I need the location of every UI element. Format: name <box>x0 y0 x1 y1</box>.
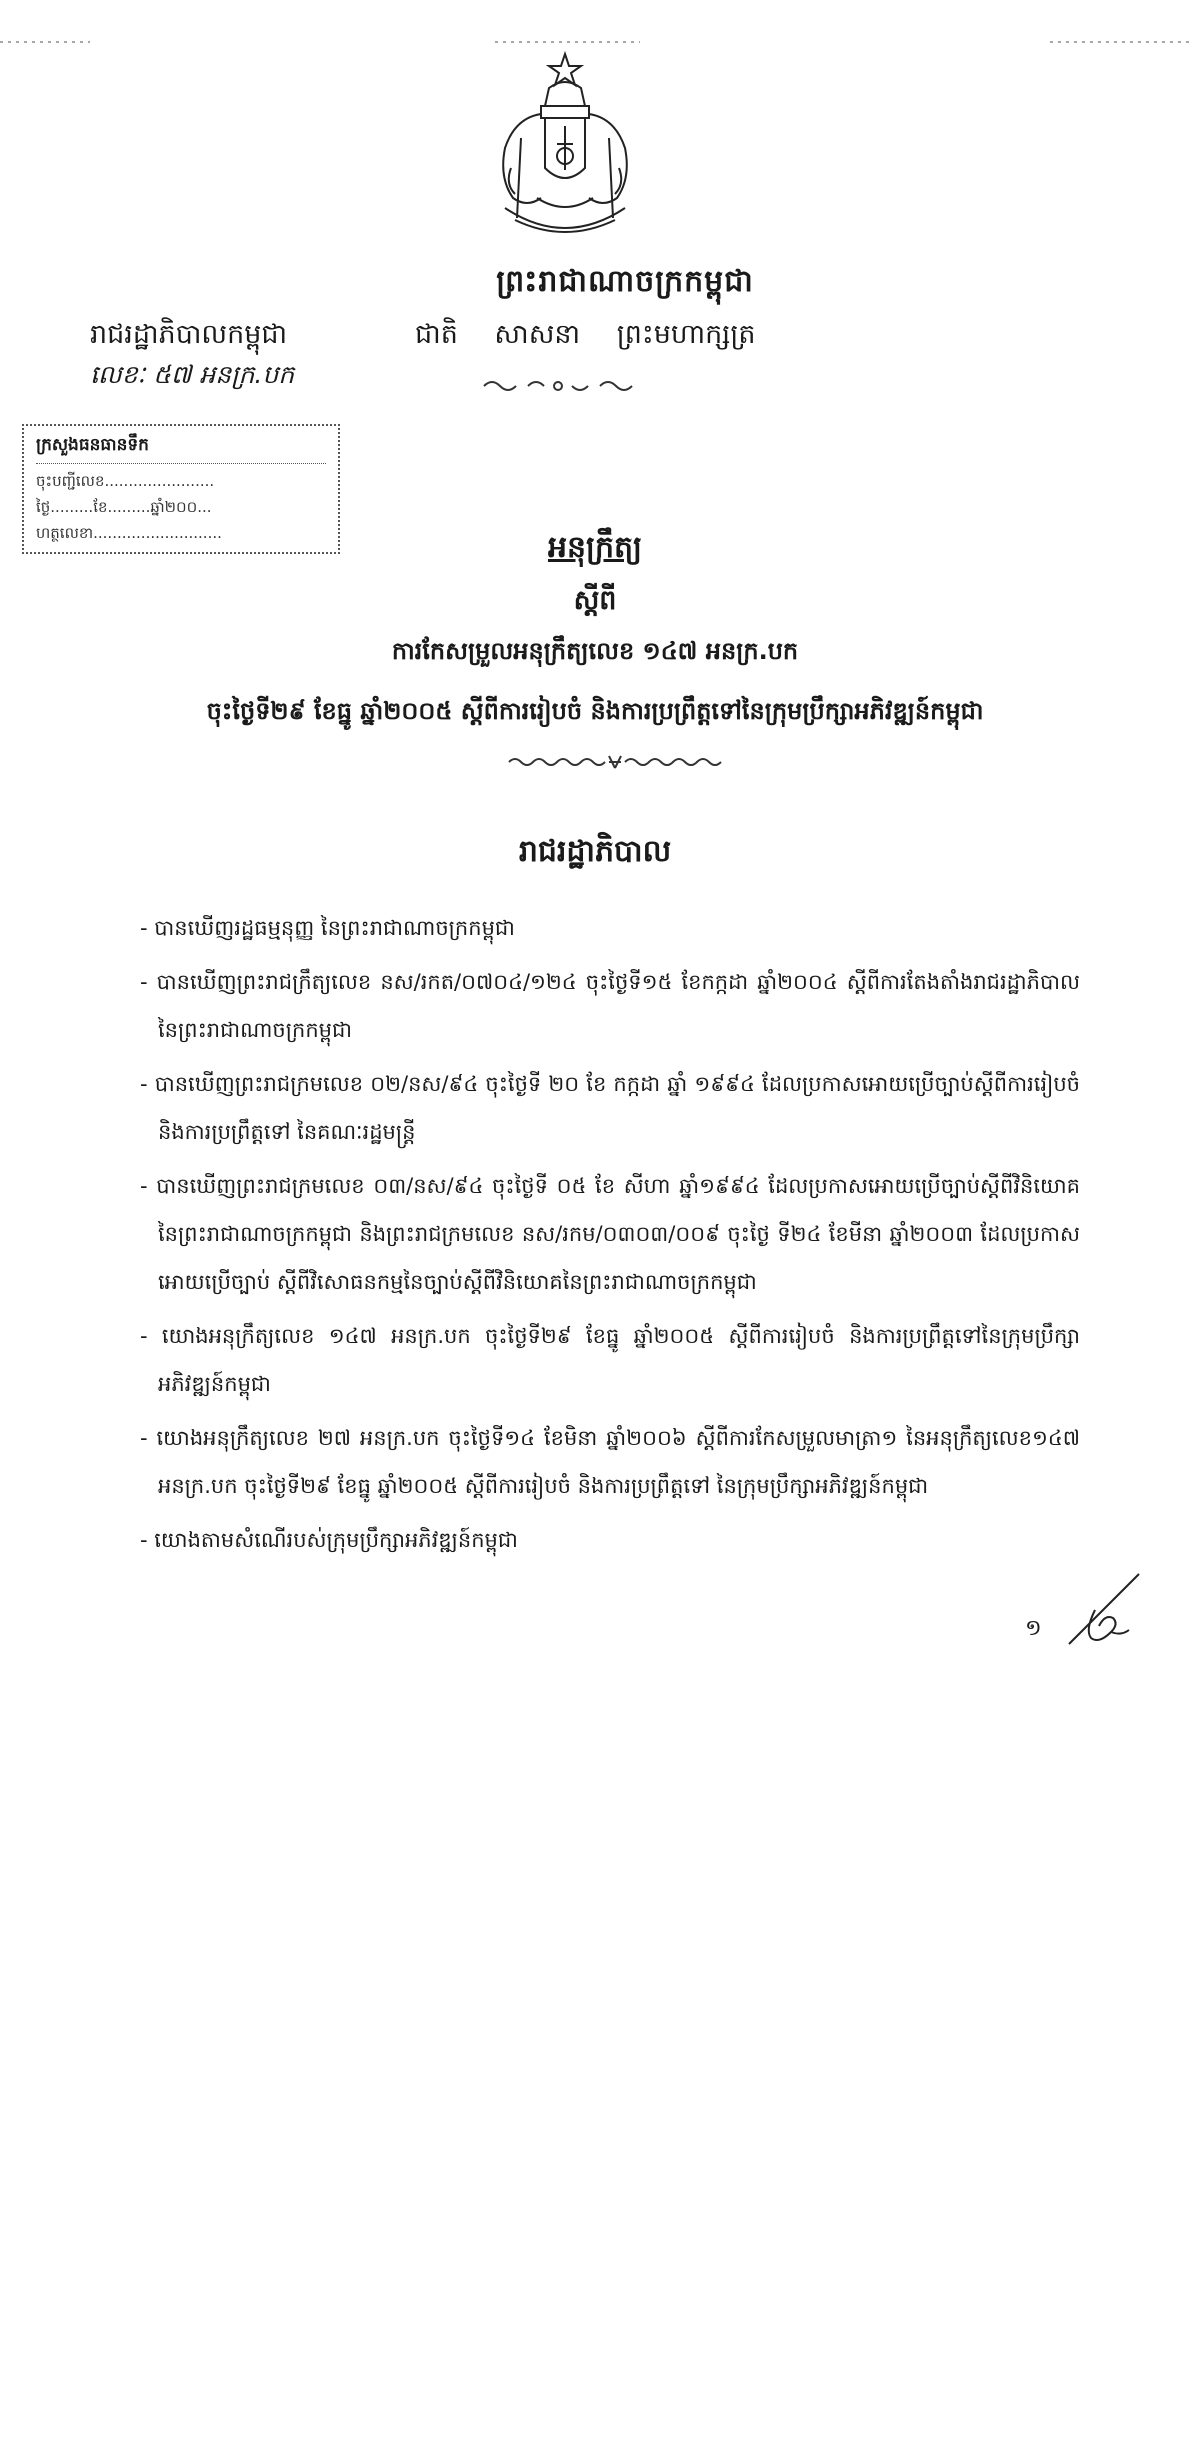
kingdom-title: ព្រះរាជាណាចក្រកម្ពុជា <box>496 264 754 299</box>
stamp-line: ហត្ថលេខា........................... <box>36 524 222 542</box>
royal-coat-of-arms-icon <box>485 48 645 248</box>
subject-ornament-icon <box>505 754 725 770</box>
recitals-list <box>140 904 1080 1570</box>
document-number: លេខៈ ៥៧ អនក្រ.បក <box>90 360 295 389</box>
document-about-label: ស្ដីពី <box>573 585 617 616</box>
national-motto: ជាតិ សាសនា ព្រះមហាក្សត្រ <box>415 319 756 350</box>
list-item: - យោងអនុក្រឹត្យលេខ ១៤៧ អនក្រ.បក ចុះថ្ងៃទី២៩ ខែធ្នូ ឆ្នាំ២០០៥ ស្ដីពីការរៀបចំ និងការប្រព្រឹត្តទៅនៃក្រុមប្រឹក្សាអភិវឌ្ឍន៍កម្ពុជា <box>140 1312 1080 1408</box>
registration-stamp <box>22 424 340 554</box>
stamp-line: ថ្ងៃ.........ខែ.........ឆ្នាំ២០០... <box>36 498 212 516</box>
list-item: - បានឃើញព្រះរាជក្រមលេខ ០២/នស/៩៤ ចុះថ្ងៃទី ២០ ខែ កក្កដា ឆ្នាំ ១៩៩៤ ដែលប្រកាសអោយប្រើច្បាប់ស្ដីពីការរៀបចំ និងការប្រព្រឹត្តទៅ នៃគណៈរដ្ឋមន្ត្រី <box>140 1060 1080 1156</box>
list-item: - បានឃើញព្រះរាជក្រមលេខ ០៣/នស/៩៤ ចុះថ្ងៃទី ០៥ ខែ សីហា ឆ្នាំ១៩៩៤ ដែលប្រកាសអោយប្រើច្បាប់ស្ដីពីវិនិយោគ នៃព្រះរាជាណាចក្រកម្ពុជា និងព្រះរាជក្រមលេខ នស/រកម/០៣០៣/០០៩ ចុះថ្ងៃ ទី២៤ ខែមីនា ឆ្នាំ២០០៣ ដែលប្រកាសអោយប្រើច្បាប់ ស្ដីពីវិសោធនកម្មនៃច្បាប់ស្ដីពីវិនិយោគនៃព្រះរាជាណាចក្រកម្ពុជា <box>140 1162 1080 1306</box>
page-number: ១ <box>1025 1616 1042 1641</box>
stamp-line: ចុះបញ្ជីលេខ....................... <box>36 472 215 490</box>
list-item: - យោងតាមសំណើរបស់ក្រុមប្រឹក្សាអភិវឌ្ឍន៍កម្ពុជា <box>140 1516 1080 1564</box>
subject-line-1: ការកែសម្រួលអនុក្រឹត្យលេខ ១៤៧ អនក្រ.បក <box>391 637 799 665</box>
motto-ornament-icon <box>478 376 638 396</box>
list-item: - យោងអនុក្រឹត្យលេខ ២៧ អនក្រ.បក ចុះថ្ងៃទី១៤ ខែមិនា ឆ្នាំ២០០៦ ស្ដីពីការកែសម្រួលមាត្រា១ នៃអនុក្រឹត្យលេខ១៤៧ អនក្រ.បក ចុះថ្ងៃទី២៩ ខែធ្នូ ឆ្នាំ២០០៥ ស្ដីពីការរៀបចំ និងការប្រព្រឹត្តទៅ នៃក្រុមប្រឹក្សាអភិវឌ្ឍន៍កម្ពុជា <box>140 1414 1080 1510</box>
issuing-authority-heading: រាជរដ្ឋាភិបាល <box>518 834 672 869</box>
list-item: - បានឃើញព្រះរាជក្រឹត្យលេខ នស/រកត/០៧០៤/១២៤ ចុះថ្ងៃទី១៥ ខែកក្កដា ឆ្នាំ២០០៤ ស្ដីពីការតែងតាំងរាជរដ្ឋាភិបាល នៃព្រះរាជាណាចក្រកម្ពុជា <box>140 958 1080 1054</box>
list-item: - បានឃើញរដ្ឋធម្មនុញ្ញ នៃព្រះរាជាណាចក្រកម្ពុជា <box>140 904 1080 952</box>
initials-signature-icon <box>1065 1570 1145 1650</box>
government-label: រាជរដ្ឋាភិបាលកម្ពុជា <box>90 319 288 350</box>
subject-line-2: ចុះថ្ងៃទី២៩ ខែធ្នូ ឆ្នាំ២០០៥ ស្ដីពីការរៀបចំ និងការប្រព្រឹត្តទៅនៃក្រុមប្រឹក្សាអភិវឌ្ឍន៍កម្ពុជា <box>206 697 984 725</box>
document-type-heading: អនុក្រឹត្យ <box>547 530 643 565</box>
stamp-title: ក្រសួងធនធានទឹក <box>36 434 326 464</box>
